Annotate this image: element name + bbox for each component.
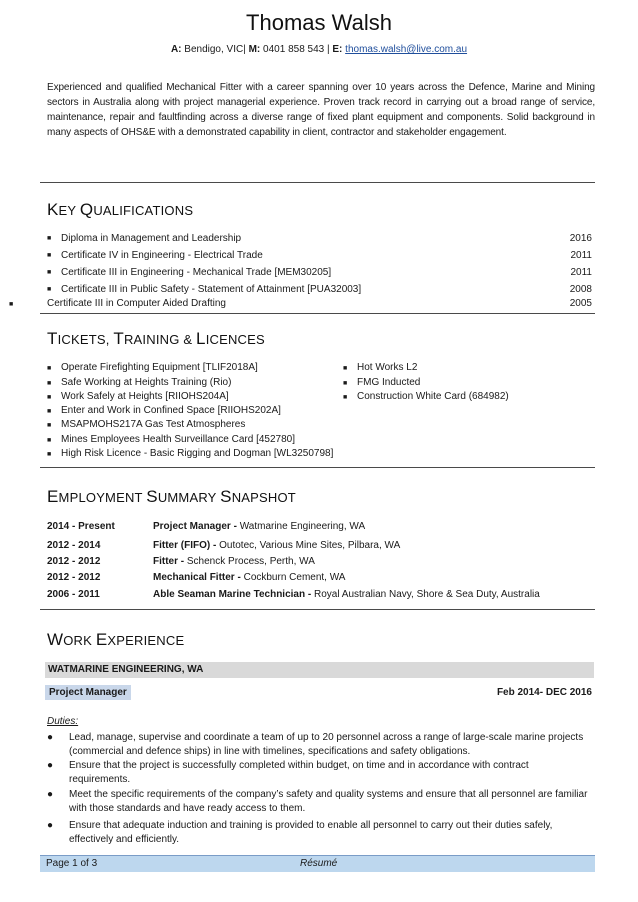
square-bullet-icon: ■	[47, 269, 52, 276]
mobile-number: 0401 858 543 |	[263, 44, 330, 55]
ticket-item: ■ FMG Inducted	[343, 376, 420, 391]
page-number: Page 1 of 3	[46, 858, 98, 869]
contact-line	[0, 43, 638, 57]
square-bullet-icon: ■	[47, 286, 52, 293]
address-label: A:	[170, 44, 182, 55]
ticket-item: ■ Operate Firefighting Equipment [TLIF2018A]	[47, 361, 258, 376]
round-bullet-icon: ●	[47, 732, 54, 743]
square-bullet-icon: ■	[47, 235, 52, 242]
qualification-item: ■ Certificate IV in Engineering - Electrical Trade 2011	[47, 250, 592, 261]
profile-summary: Experienced and qualified Mechanical Fitter with a career spanning over 10 years across the Defence, Marine and Mining sectors in Australia along with project managerial experience. Proven track record in carrying out a broad range of service, maintenance, repair and faultfinding across a diverse range of fixed plant equipment and components. Solid background in many aspects of OHS&E with a demonstrated capability in client, contractor and stakeholder engagement.	[47, 82, 595, 138]
duty-item: ● Meet the specific requirements of the company’s safety and quality systems and ensure that all personnel are familiar with those standards and have ready access to them.	[47, 789, 588, 814]
duties-label: Duties:	[47, 716, 79, 727]
email-label: E:	[332, 44, 343, 55]
round-bullet-icon: ●	[47, 820, 54, 831]
duty-item: ● Ensure that adequate induction and training is provided to enable all personnel to carry out their duties safely, effectively and efficiently.	[47, 820, 553, 845]
duty-item: ● Lead, manage, supervise and coordinate a team of up to 20 personnel across a range of large-scale marine projects (commercial and defence ships) in line with timelines, specifications and safety obligations.	[47, 732, 584, 757]
tickets-heading: TICKETS, TRAINING & LICENCES	[47, 329, 265, 348]
page-footer	[40, 855, 595, 872]
section-divider	[40, 313, 595, 314]
square-bullet-icon: ■	[47, 380, 52, 387]
square-bullet-icon: ■	[47, 408, 52, 415]
square-bullet-icon: ■	[47, 451, 52, 458]
duty-item: ● Ensure that the project is successfully completed within budget, on time and in accordance with contract requirements.	[47, 760, 529, 785]
square-bullet-icon: ■	[47, 422, 52, 429]
square-bullet-icon: ■	[47, 394, 52, 401]
square-bullet-icon: ■	[47, 437, 52, 444]
square-bullet-icon: ■	[343, 380, 348, 387]
ticket-item: ■ Enter and Work in Confined Space [RIIOHS202A]	[47, 404, 281, 419]
ticket-item: ■ Mines Employees Health Surveillance Card [452780]	[47, 433, 295, 448]
ticket-item: ■ MSAPMOHS217A Gas Test Atmospheres	[47, 418, 245, 433]
square-bullet-icon: ■	[343, 365, 348, 372]
square-bullet-icon: ■	[9, 301, 14, 308]
section-divider	[40, 467, 595, 468]
qualification-item: Certificate III in Computer Aided Drafting 2005	[47, 298, 592, 309]
round-bullet-icon: ●	[47, 760, 54, 771]
ticket-item: ■ Construction White Card (684982)	[343, 390, 509, 405]
key-qualifications-heading: KEY QUALIFICATIONS	[47, 200, 194, 219]
job-title: Project Manager	[45, 685, 131, 700]
ticket-item: ■ Hot Works L2	[343, 361, 417, 376]
mobile-label: M:	[248, 44, 261, 55]
square-bullet-icon: ■	[47, 365, 52, 372]
resume-page: Thomas Walsh A: Bendigo, VIC| M: 0401 858 543 | E: thomas.walsh@live.com.au Experienced and qualified Mechanical Fitter with a career spanning over 10 years across the Defence, Marine and Mining sectors in Australia along with project managerial experience. Proven track record in carrying out a broad range of service, maintenance, repair and faultfinding across a diverse range of fixed plant equipment and components. Solid background in many aspects of OHS&E with a demonstrated capability in client, contractor and stakeholder engagement. KEY QUALIFICATIONS ■ Diploma in Management and Leadership 2016 ■ Certificate IV in Engineering - Electrical Trade 2011 ■ Certificate III in Engineering - Mechanical Trade [MEM30205] 2011 ■ Certificate III in Public Safety - Statement of Attainment [PUA32003] 2008 ■ Certificate III in Computer Aided Drafting 2005 TICKETS, TRAINING & LICENCES ■ Operate Firefighting Equipment [TLIF2018A] ■ Safe Working at Heights Training (Rio) ■ Work Safely at Heights [RIIOHS204A] ■ Enter and Work in Confined Space [RIIOHS202A] ■ MSAPMOHS217A Gas Test Atmospheres ■ Mines Employees Health Surveillance Card [452780] ■ High Risk Licence - Basic Rigging and Dogman [WL3250798] ■ Hot Works L2 ■ FMG Inducted ■ Construction White Card (684982) EMPLOYMENT SUMMARY SNAPSHOT 2014 - Present Project Manager - Watmarine Engineering, WA 2012 - 2014 Fitter (FIFO) - Outotec, Various Mine Sites, Pilbara, WA 2012 - 2012 Fitter - Schenck Process, Perth, WA 2012 - 2012 Mechanical Fitter - Cockburn Cement, WA 2006 - 2011 Able Seaman Marine Technician - Royal Australian Navy, Shore & Sea Duty, Australia WORK EXPERIENCE WATMARINE ENGINEERING, WA Project Manager Feb 2014- DEC 2016 Duties: ● Lead, manage, supervise and coordinate a team of up to 20 personnel across a range of large-scale marine projects (commercial and defence ships) in line with timelines, specifications and safety obligations. ● Ensure that the project is successfully completed within budget, on time and in accordance with contract requirements. ● Meet the specific requirements of the company’s safety and quality systems and ensure that all personnel are familiar with those standards and have ready access to them. ● Ensure that adequate induction and training is provided to enable all personnel to carry out their duties safely, effectively and efficiently. Page 1 of 3 Résumé	[0, 0, 638, 902]
round-bullet-icon: ●	[47, 789, 54, 800]
work-experience-heading: WORK EXPERIENCE	[47, 630, 185, 649]
employer-name: WATMARINE ENGINEERING, WA	[45, 662, 594, 678]
candidate-name: Thomas Walsh	[246, 10, 392, 35]
employment-summary-heading: EMPLOYMENT SUMMARY SNAPSHOT	[47, 487, 296, 506]
qualification-item: ■ Certificate III in Public Safety - Statement of Attainment [PUA32003] 2008	[47, 284, 592, 295]
address: Bendigo, VIC|	[184, 44, 246, 55]
ticket-item: ■ High Risk Licence - Basic Rigging and Dogman [WL3250798]	[47, 447, 333, 462]
job-dates: Feb 2014- DEC 2016	[496, 687, 592, 698]
ticket-item: ■ Work Safely at Heights [RIIOHS204A]	[47, 390, 229, 405]
qualification-item: ■ Diploma in Management and Leadership 2016	[47, 233, 592, 244]
document-label: Résumé	[300, 858, 338, 869]
square-bullet-icon: ■	[343, 394, 348, 401]
section-divider	[40, 182, 595, 183]
email-link[interactable]: thomas.walsh@live.com.au	[345, 44, 468, 55]
qualification-item: ■ Certificate III in Engineering - Mechanical Trade [MEM30205] 2011	[47, 267, 592, 278]
ticket-item: ■ Safe Working at Heights Training (Rio)	[47, 376, 231, 391]
square-bullet-icon: ■	[47, 252, 52, 259]
section-divider	[40, 609, 595, 610]
